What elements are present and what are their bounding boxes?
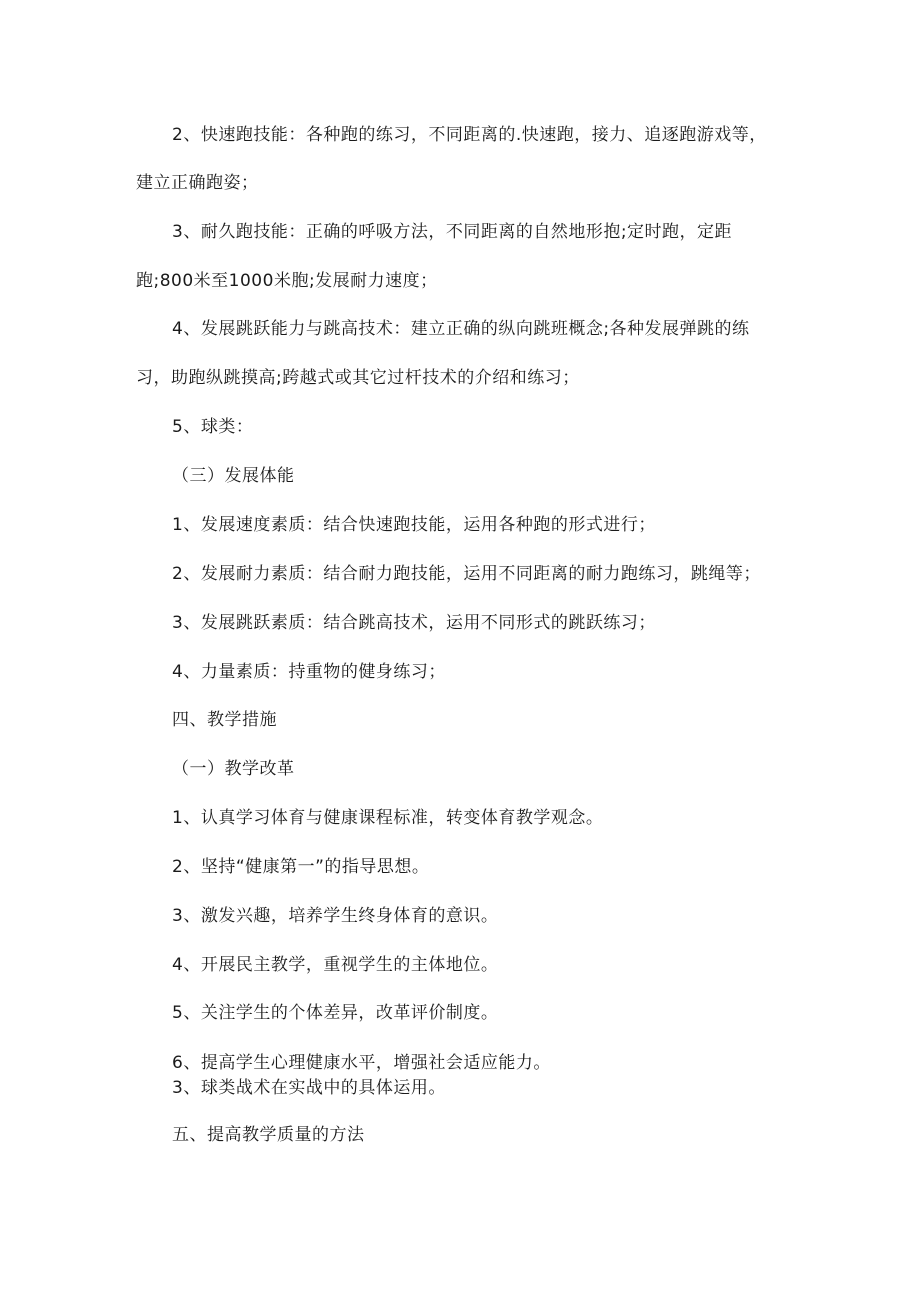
paragraph-line: 2、坚持“健康第一”的指导思想。: [172, 857, 430, 877]
section-heading: 四、教学措施: [172, 710, 277, 730]
paragraph-line: 3、球类战术在实战中的具体运用。: [172, 1078, 446, 1098]
paragraph-line: 2、发展耐力素质：结合耐力跑技能，运用不同距离的耐力跑练习，跳绳等；: [172, 564, 761, 584]
section-heading: （一）教学改革: [172, 759, 295, 779]
paragraph-line: 建立正确跑姿；: [136, 173, 259, 193]
paragraph-line: 跑;800米至1000米胞;发展耐力速度；: [136, 271, 438, 291]
paragraph-line: 3、激发兴趣，培养学生终身体育的意识。: [172, 906, 499, 926]
paragraph-line: 习，助跑纵跳摸高;跨越式或其它过杆技术的介绍和练习；: [136, 368, 580, 388]
paragraph-line: 1、认真学习体育与健康课程标准，转变体育教学观念。: [172, 808, 604, 828]
paragraph-line: 6、提高学生心理健康水平，增强社会适应能力。: [172, 1053, 551, 1073]
paragraph-line: 4、发展跳跃能力与跳高技术：建立正确的纵向跳班概念;各种发展弹跳的练: [172, 319, 750, 339]
paragraph-line: 5、关注学生的个体差异，改革评价制度。: [172, 1003, 499, 1023]
paragraph-line: 5、球类：: [172, 417, 254, 437]
section-heading: （三）发展体能: [172, 466, 295, 486]
paragraph-line: 3、耐久跑技能：正确的呼吸方法，不同距离的自然地形抱;定时跑，定距: [172, 222, 733, 242]
section-heading: 五、提高教学质量的方法: [172, 1125, 365, 1145]
paragraph-line: 1、发展速度素质：结合快速跑技能，运用各种跑的形式进行；: [172, 515, 656, 535]
paragraph-line: 4、力量素质：持重物的健身练习；: [172, 662, 446, 682]
paragraph-line: 2、快速跑技能：各种跑的练习，不同距离的.快速跑，接力、追逐跑游戏等，: [172, 125, 767, 145]
paragraph-line: 4、开展民主教学，重视学生的主体地位。: [172, 955, 499, 975]
paragraph-line: 3、发展跳跃素质：结合跳高技术，运用不同形式的跳跃练习；: [172, 613, 656, 633]
